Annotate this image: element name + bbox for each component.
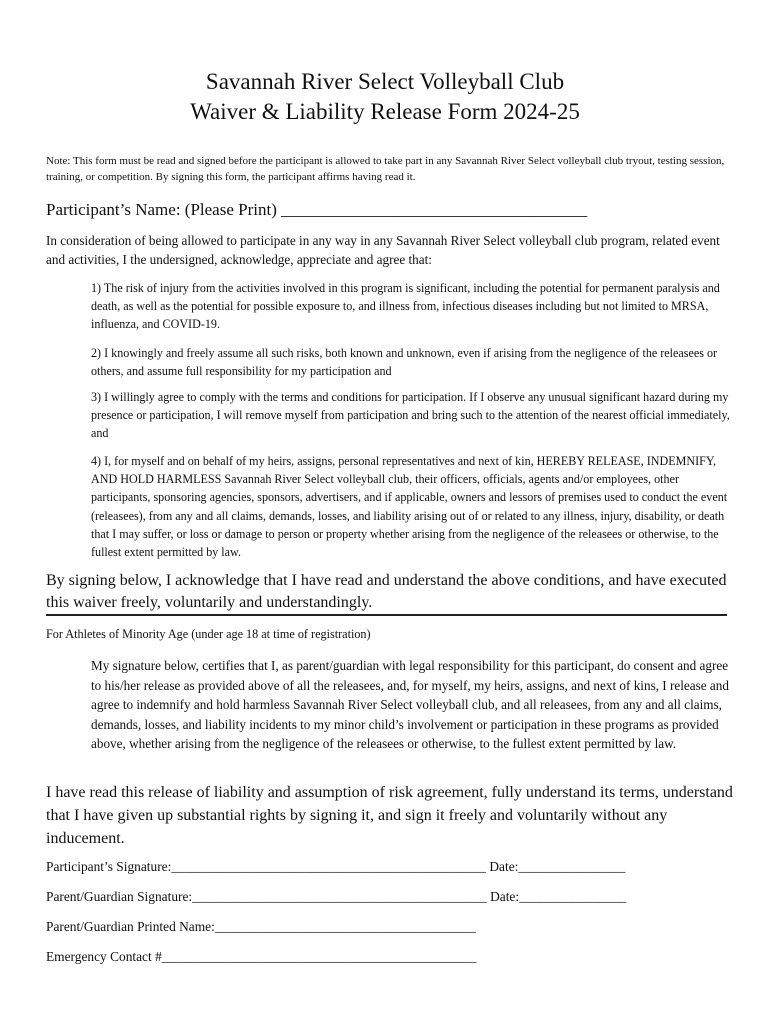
emergency-contact-field[interactable]: Emergency Contact #_______________________________________________ [46,949,477,964]
section-divider [46,614,727,616]
intro-paragraph: In consideration of being allowed to participate in any way in any Savannah River Select volleyball club program, related event and activities, I the undersigned, acknowledge, appreciate and agree that: [46,233,720,267]
form-title-line-2: Waiver & Liability Release Form 2024-25 [190,99,580,124]
minority-heading: For Athletes of Minority Age (under age 18 at time of registration) [46,627,371,641]
clause-3: 3) I willingly agree to comply with the terms and conditions for participation. If I observe any unusual significant hazard during my presence or participation, I will remove myself from participation and bring such to the attention of the nearest official immediately, and [91,390,730,441]
participant-signature-field[interactable]: Participant’s Signature:_______________________________________________ Date:________________ [46,859,626,874]
minority-consent-paragraph: My signature below, certifies that I, as parent/guardian with legal responsibility for this participant, do consent and agree to his/her release as provided above of all the releasees, and, for myself, my heirs, assigns, and next of kins, I release and agree to indemnify and hold harmless Savannah River Select volleyball club, and all releasees, from any and all claims, demands, losses, and liability incidents to my minor child’s involvement or participation in these programs as provided above, whether arising from the negligence of the releasees or otherwise, to the fullest extent permitted by law. [91,658,729,751]
form-note: Note: This form must be read and signed before the participant is allowed to take part in any Savannah River Select volleyball club tryout, testing session, training, or competition. By signing this form, the participant affirms having read it. [46,155,725,183]
clause-4: 4) I, for myself and on behalf of my heirs, assigns, personal representatives and next of kin, HEREBY RELEASE, INDEMNIFY, AND HOLD HARMLESS Savannah River Select volleyball club, their officers, officials, agents and/or employees, other participants, sponsoring agencies, sponsors, advertisers, and if applicable, owners and lessors of premises used to conduct the event (releasees), from any and all claims, demands, losses, and liability arising out of or related to any illness, injury, disability, or death that I may suffer, or loss or damage to person or property whether arising from the negligence of the releasees or otherwise, to the fullest extent permitted by law. [91,454,728,560]
form-title-line-1: Savannah River Select Volleyball Club [205,69,565,94]
acknowledgement-statement: By signing below, I acknowledge that I have read and understand the above conditions, and have executed this waiver freely, voluntarily and understandingly. [46,572,727,611]
final-statement: I have read this release of liability and assumption of risk agreement, fully understand its terms, understand that I have given up substantial rights by signing it, and sign it freely and voluntarily without any inducement. [46,784,733,847]
clause-1: 1) The risk of injury from the activities involved in this program is significant, including the potential for permanent paralysis and death, as well as the potential for possible exposure to, and illness from, infectious diseases including but not limited to MRSA, influenza, and COVID-19. [91,281,720,332]
parent-printed-name-field[interactable]: Parent/Guardian Printed Name:_______________________________________ [46,919,476,934]
clause-2: 2) I knowingly and freely assume all such risks, both known and unknown, even if arising from the negligence of the releasees or others, and assume full responsibility for my participation and [91,346,718,379]
participant-name-field[interactable]: Participant’s Name: (Please Print) ____________________________________ [46,200,588,219]
parent-signature-field[interactable]: Parent/Guardian Signature:____________________________________________ Date:________________ [46,889,627,904]
